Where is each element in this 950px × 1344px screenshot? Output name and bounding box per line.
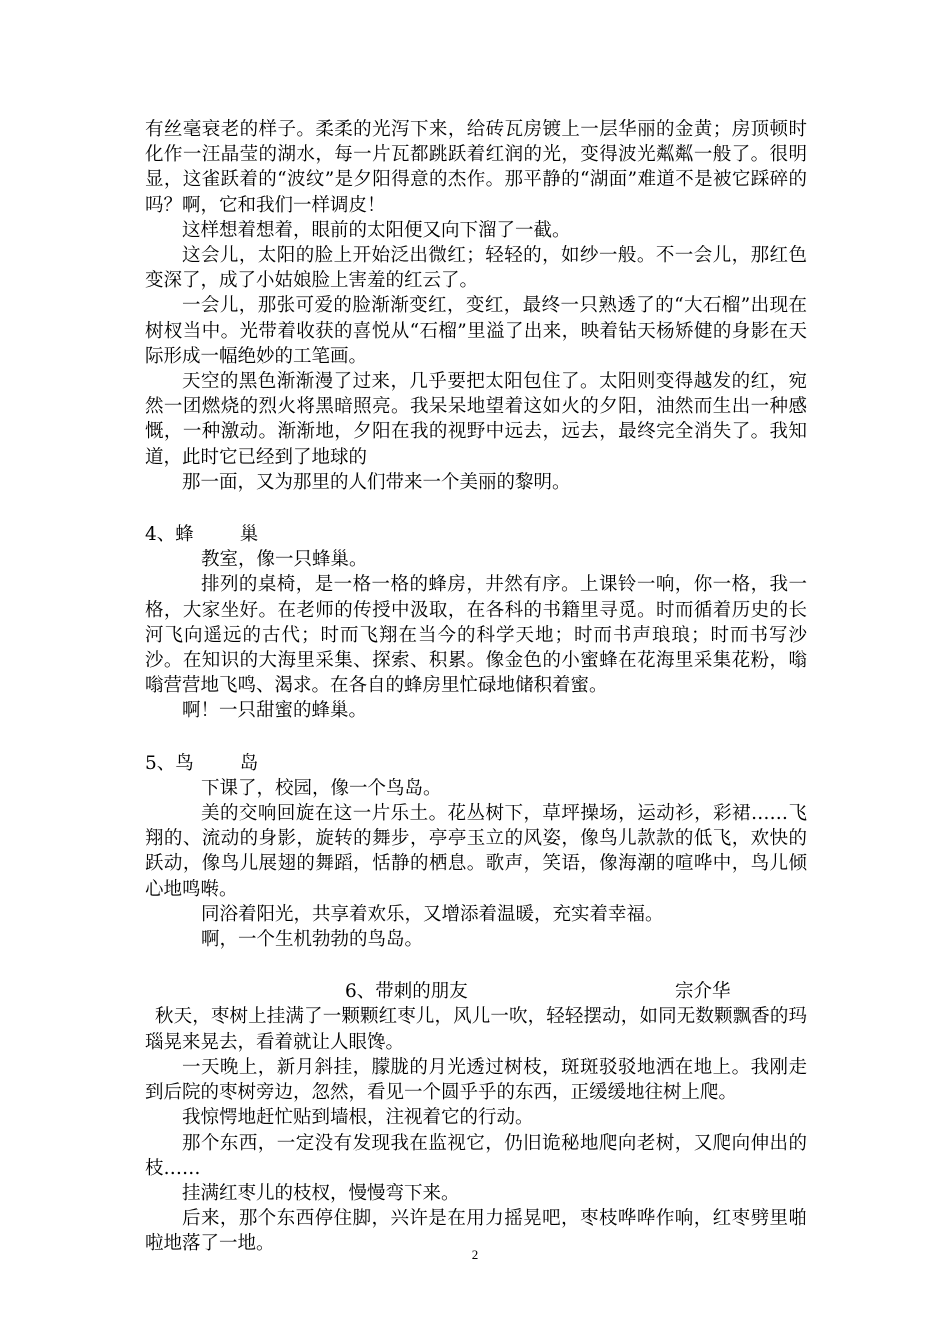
heading-number: 4、蜂 [145, 524, 194, 546]
paragraph: 秋天，枣树上挂满了一颗颗红枣儿，风儿一吹，轻轻摆动，如同无数颗飘香的玛瑙晃来晃去，看着就让人眼馋。 [145, 1006, 807, 1053]
heading-number: 5、鸟 [145, 752, 194, 774]
paragraph: 后来，那个东西停住脚，兴许是在用力摇晃吧，枣枝哗哗作响，红枣劈里啪啦地落了一地。 [145, 1208, 807, 1255]
paragraph: 那一面，又为那里的人们带来一个美丽的黎明。 [182, 471, 571, 493]
body-text [145, 117, 807, 1257]
page-number: 2 [471, 1247, 479, 1262]
paragraph: 天空的黑色渐渐漫了过来，几乎要把太阳包住了。太阳则变得越发的红，宛然一团燃烧的烈火将黑暗照亮。我呆呆地望着这如火的夕阳，油然而生出一种感慨，一种激动。渐渐地，夕阳在我的视野中远去，远去，最终完全消失了。我知道，此时它已经到了地球的 [145, 371, 807, 468]
paragraph: 教室，像一只蜂巢。 [201, 549, 368, 571]
paragraph: 美的交响回旋在这一片乐土。花丛树下，草坪操场，运动衫，彩裙……飞翔的、流动的身影，旋转的舞步，亭亭玉立的风姿，像鸟儿款款的低飞，欢快的跃动，像鸟儿展翅的舞蹈，恬静的栖息。歌声，笑语，像海潮的喧哗中，鸟儿倾心地鸣啭。 [145, 803, 807, 900]
paragraph: 啊，一个生机勃勃的鸟岛。 [201, 929, 424, 951]
paragraph: 挂满红枣儿的枝杈，慢慢弯下来。 [182, 1182, 460, 1204]
heading-char: 岛 [239, 752, 259, 774]
author-name: 宗介华 [675, 981, 731, 1003]
paragraph: 那个东西，一定没有发现我在监视它，仍旧诡秘地爬向老树，又爬向伸出的枝…… [145, 1132, 807, 1179]
paragraph: 这样想着想着，眼前的太阳便又向下溜了一截。 [182, 219, 571, 241]
paragraph: 排列的桌椅，是一格一格的蜂房，井然有序。上课铃一响，你一格，我一格，大家坐好。在老师的传授中汲取，在各科的书籍里寻觅。时而循着历史的长河飞向遥远的古代；时而飞翔在当今的科学天地；时而书声琅琅；时而书写沙沙。在知识的大海里采集、探索、积累。像金色的小蜜蜂在花海里采集花粉，嗡嗡营营地飞鸣、渴求。在各自的蜂房里忙碌地储积着蜜。 [145, 574, 807, 697]
paragraph: 这会儿，太阳的脸上开始泛出微红；轻轻的，如纱一般。不一会儿，那红色变深了，成了小姑娘脸上害羞的红云了。 [145, 245, 807, 292]
heading-title: 6、带刺的朋友 [345, 981, 468, 1003]
paragraph: 一会儿，那张可爱的脸渐渐变红，变红，最终一只熟透了的“大石榴”出现在树杈当中。光带着收获的喜悦从“石榴”里溢了出来，映着钻天杨矫健的身影在天际形成一幅绝妙的工笔画。 [145, 295, 807, 367]
paragraph: 啊！一只甜蜜的蜂巢。 [182, 700, 368, 722]
paragraph: 同浴着阳光，共享着欢乐，又增添着温暖，充实着幸福。 [201, 903, 664, 925]
section-heading-4 [145, 522, 807, 547]
paragraph: 我惊愕地赶忙贴到墙根，注视着它的行动。 [182, 1107, 534, 1129]
heading-char: 巢 [239, 524, 259, 546]
section-heading-6 [145, 979, 807, 1004]
paragraph: 有丝毫衰老的样子。柔柔的光泻下来，给砖瓦房镀上一层华丽的金黄；房顶顿时化作一汪晶莹的湖水，每一片瓦都跳跃着红润的光，变得波光粼粼一般了。很明显，这雀跃着的“波纹”是夕阳得意的杰作。那平静的“湖面”难道不是被它踩碎的吗？啊，它和我们一样调皮！ [145, 119, 807, 216]
paragraph: 下课了，校园，像一个鸟岛。 [201, 777, 442, 799]
section-heading-5 [145, 751, 807, 776]
paragraph: 一天晚上，新月斜挂，朦胧的月光透过树枝，斑斑驳驳地洒在地上。我刚走到后院的枣树旁边，忽然，看见一个圆乎乎的东西，正缓缓地往树上爬。 [145, 1056, 807, 1104]
